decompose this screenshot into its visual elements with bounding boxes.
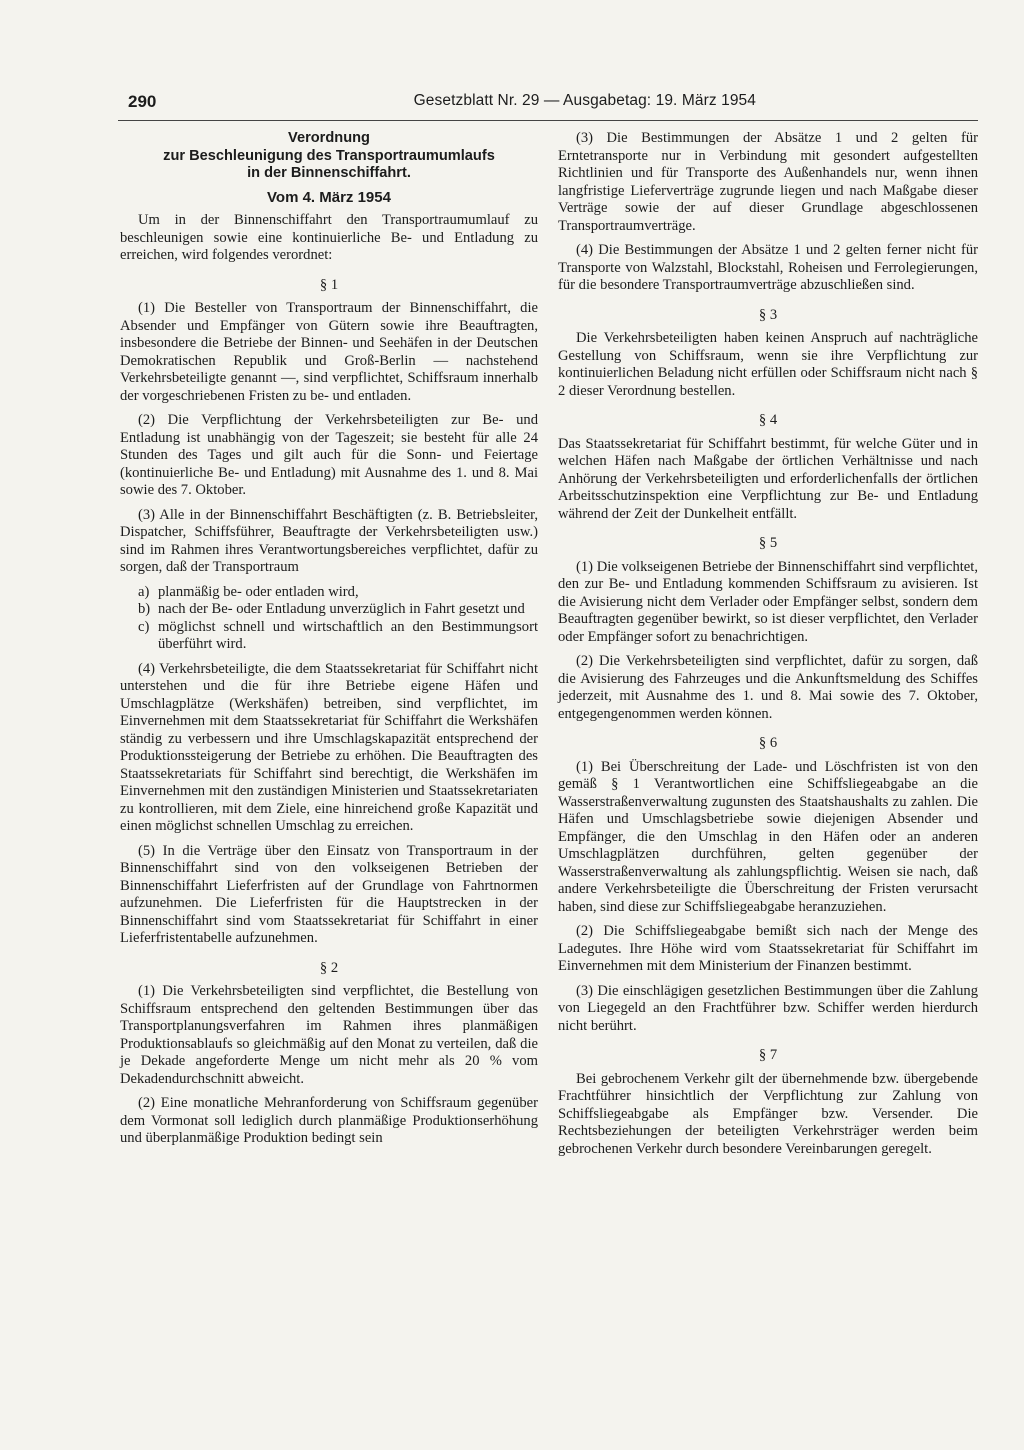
ordinance-title [120, 130, 538, 183]
header-rule [118, 120, 978, 121]
page-header [128, 92, 756, 114]
section-heading-1: § 1 [319, 276, 339, 293]
list-item [120, 601, 538, 619]
section-7-paragraph-1: Bei gebrochenem Verkehr gilt der übernehmende bzw. übergebende Frachtführer hinsichtlich der Verpflichtung zur Zahlung von Schiffsliegeabgabe als Empfänger bzw. Versender. Die Rechtsbeziehungen der beteiligten Verkehrsträger werden beim gebrochenen Verkehr durch besondere Vereinbarungen geregelt. [558, 1070, 978, 1157]
section-heading-2: § 2 [319, 959, 339, 976]
section-6-paragraph-3: (3) Die einschlägigen gesetzlichen Bestimmungen über die Zahlung von Liegegeld an den Frachtführer bzw. Schiffer werden hierdurch nicht berührt. [558, 982, 978, 1034]
section-2-paragraph-4: (4) Die Bestimmungen der Absätze 1 und 2 gelten ferner nicht für Transporte von Walzstahl, Blockstahl, Roheisen und Ferrolegierungen, für die besondere Transportraumverträge abzuschließen sind. [558, 242, 978, 293]
list-marker: a) [138, 583, 150, 600]
section-5-paragraph-1: (1) Die volkseigenen Betriebe der Binnenschiffahrt sind verpflichtet, den zur Be- und Entladung kommenden Schiffsraum zu avisieren. Ist die Avisierung nicht dem Verlader oder Empfänger selbst, sondern dem Beauftragten gegenüber bewirkt, so ist dieser verpflichtet, den Verlader oder Empfänger sofort zu benachrichtigen. [558, 558, 978, 645]
left-column [120, 130, 538, 1155]
section-6-paragraph-2: (2) Die Schiffsliegeabgabe bemißt sich nach der Menge des Ladegutes. Ihre Höhe wird vom Staatssekretariat für Schiffahrt im Einvernehmen mit dem Ministerium der Finanzen bestimmt. [558, 923, 978, 974]
list-item [120, 619, 538, 654]
right-column [558, 130, 978, 1165]
section-1-paragraph-2: (2) Die Verpflichtung der Verkehrsbeteiligten zur Be- und Entladung ist unabhängig von der Tageszeit; sie besteht für alle 24 Stunden des Tages und gilt auch für die Sonn- und Feiertage (kontinuierliche Be- und Entladung) mit Ausnahme des 1. und 8. Mai sowie des 7. Oktober. [120, 412, 538, 498]
section-3-paragraph-1: Die Verkehrsbeteiligten haben keinen Anspruch auf nachträgliche Gestellung von Schiffsraum, wenn sie ihre Verpflichtung zur kontinuierlichen Beladung nicht erfüllen oder Schiffsraum nicht nach § 2 dieser Verordnung bestellen. [558, 330, 978, 399]
section-4-paragraph-1: Das Staatssekretariat für Schiffahrt bestimmt, für welche Güter und in welchen Häfen nach Maßgabe der örtlichen Verhältnisse und nach Anhörung der Verkehrsbeteiligten und erforderlichenfalls der örtlichen Arbeitsschutzinspektion eine Verpflichtung zur Be- und Entladung während der Zeit der Dunkelheit entfällt. [558, 435, 978, 522]
section-heading-4: § 4 [758, 412, 778, 428]
ordinance-date: Vom 4. März 1954 [267, 188, 391, 206]
section-heading-7: § 7 [758, 1047, 778, 1063]
section-heading-5: § 5 [758, 535, 778, 551]
section-1-paragraph-1: (1) Die Besteller von Transportraum der Binnenschiffahrt, die Absender und Empfänger von Gütern sowie ihre Beauftragten, insbesondere die Betriebe der Binnen- und Seehäfen in der Deutschen Demokratischen Republik und Groß-Berlin — nachstehend Verkehrsbeteiligte genannt —, sind verpflichtet, Schiffsraum innerhalb der vorgeschriebenen Fristen zu be- und entladen. [120, 300, 538, 404]
list-item-text: nach der Be- oder Entladung unverzüglich in Fahrt gesetzt und [158, 601, 525, 617]
intro-paragraph: Um in der Binnenschiffahrt den Transportraumumlauf zu beschleunigen sowie eine kontinuierliche Be- und Entladung zu erreichen, wird folgendes verordnet: [120, 212, 538, 263]
section-2-paragraph-2: (2) Eine monatliche Mehranforderung von Schiffsraum gegenüber dem Vormonat soll lediglich durch planmäßige Produktionserhöhung und überplanmäßige Produktion bedingt sein [120, 1095, 538, 1146]
section-heading-6: § 6 [758, 735, 778, 751]
list-item [120, 584, 538, 602]
section-2-paragraph-3: (3) Die Bestimmungen der Absätze 1 und 2 gelten für Erntetransporte nur in Verbindung mit gesondert aufgestellten Richtlinien und für Transporte des Außenhandels nur, wenn ihnen langfristige Lieferverträge zugrunde liegen und nach Maßgabe dieser Verträge sowie der auf dieser Grundlage abgeschlossenen Transportraumverträge. [558, 130, 978, 234]
section-1-paragraph-5: (5) In die Verträge über den Einsatz von Transportraum in der Binnenschiffahrt sind von den volkseigenen Betrieben der Binnenschiffahrt Lieferfristen auf der Grundlage von Fahrtnormen aufzunehmen. Die Lieferfristen für die Hauptstrecken in der Binnenschiffahrt sind vom Staatssekretariat für Schiffahrt in einer Lieferfristentabelle aufzunehmen. [120, 842, 538, 946]
title-line-3: in der Binnenschiffahrt. [247, 165, 411, 181]
section-heading-3: § 3 [758, 306, 778, 323]
list-item-text: möglichst schnell und wirtschaftlich an den Bestimmungsort überführt wird. [158, 618, 538, 652]
section-1-list [120, 584, 538, 654]
section-1-paragraph-3: (3) Alle in der Binnenschiffahrt Beschäftigten (z. B. Betriebsleiter, Dispatcher, Schiffsführer, Beauftragte der Verkehrsbeteiligten usw.) sind im Rahmen ihres Verantwortungsbereiches verpflichtet, dafür zu sorgen, daß der Transportraum [120, 506, 538, 575]
section-5-paragraph-2: (2) Die Verkehrsbeteiligten sind verpflichtet, dafür zu sorgen, daß die Avisierung des Fahrzeuges und die Ankunftsmeldung des Schiffes jederzeit, mit Ausnahme des 1. und 8. Mai sowie des 7. Oktober, entgegengenommen werden können. [558, 653, 978, 722]
title-line-1: Verordnung [288, 130, 370, 146]
list-marker: b) [138, 601, 151, 617]
running-head: Gesetzblatt Nr. 29 — Ausgabetag: 19. März 1954 [413, 92, 756, 109]
section-2-paragraph-1: (1) Die Verkehrsbeteiligten sind verpflichtet, die Bestellung von Schiffsraum entsprechend den geltenden Bestimmungen über das Transportplanungsverfahren im Rahmen ihres planmäßigen Produktionsablaufs so gleichmäßig auf den Monat zu verteilen, daß die je Dekade angeforderte Menge um nicht mehr als 20 % vom Dekadendurchschnitt abweicht. [120, 983, 538, 1087]
title-line-2: zur Beschleunigung des Transportraumumlaufs [163, 147, 495, 164]
page-number: 290 [128, 92, 157, 111]
section-1-paragraph-4: (4) Verkehrsbeteiligte, die dem Staatssekretariat für Schiffahrt nicht unterstehen und die für ihre Betriebe eigene Häfen und Umschlagplätze (Werkshäfen) betreiben, sind verpflichtet, im Einvernehmen mit dem Staatssekretariat für Schiffahrt die Werkshäfen ständig zu verbessern und ihre Umschlagskapazität entsprechend der Produktionssteigerung der Betriebe zu erhöhen. Die Beauftragten des Staatssekretariats für Schiffahrt sind berechtigt, die Werkshäfen im Einvernehmen mit den zuständigen Ministerien und Staatssekretariaten zu kontrollieren, mit dem Ziele, eine hinreichend große Kapazität und einen möglichst schnellen Umschlag zu erreichen. [120, 660, 538, 834]
list-marker: c) [138, 618, 150, 635]
list-item-text: planmäßig be- oder entladen wird, [158, 583, 359, 600]
section-6-paragraph-1: (1) Bei Überschreitung der Lade- und Löschfristen ist von den gemäß § 1 Verantwortlichen eine Schiffsliegeabgabe an die Wasserstraßenverwaltung zugunsten des Staatshaushalts zu zahlen. Die Häfen und Umschlagsbetriebe sowie diejenigen Absender und Empfänger, die den Umschlag in den Häfen oder an anderen Umschlagplätzen durchführen, gelten gegenüber der Wasserstraßenverwaltung als zahlungspflichtig. Weisen sie nach, daß andere Verkehrsbeteiligte die Überschreitung der Fristen verursacht haben, sind diese zur Schiffsliegeabgabe heranzuziehen. [558, 758, 978, 915]
